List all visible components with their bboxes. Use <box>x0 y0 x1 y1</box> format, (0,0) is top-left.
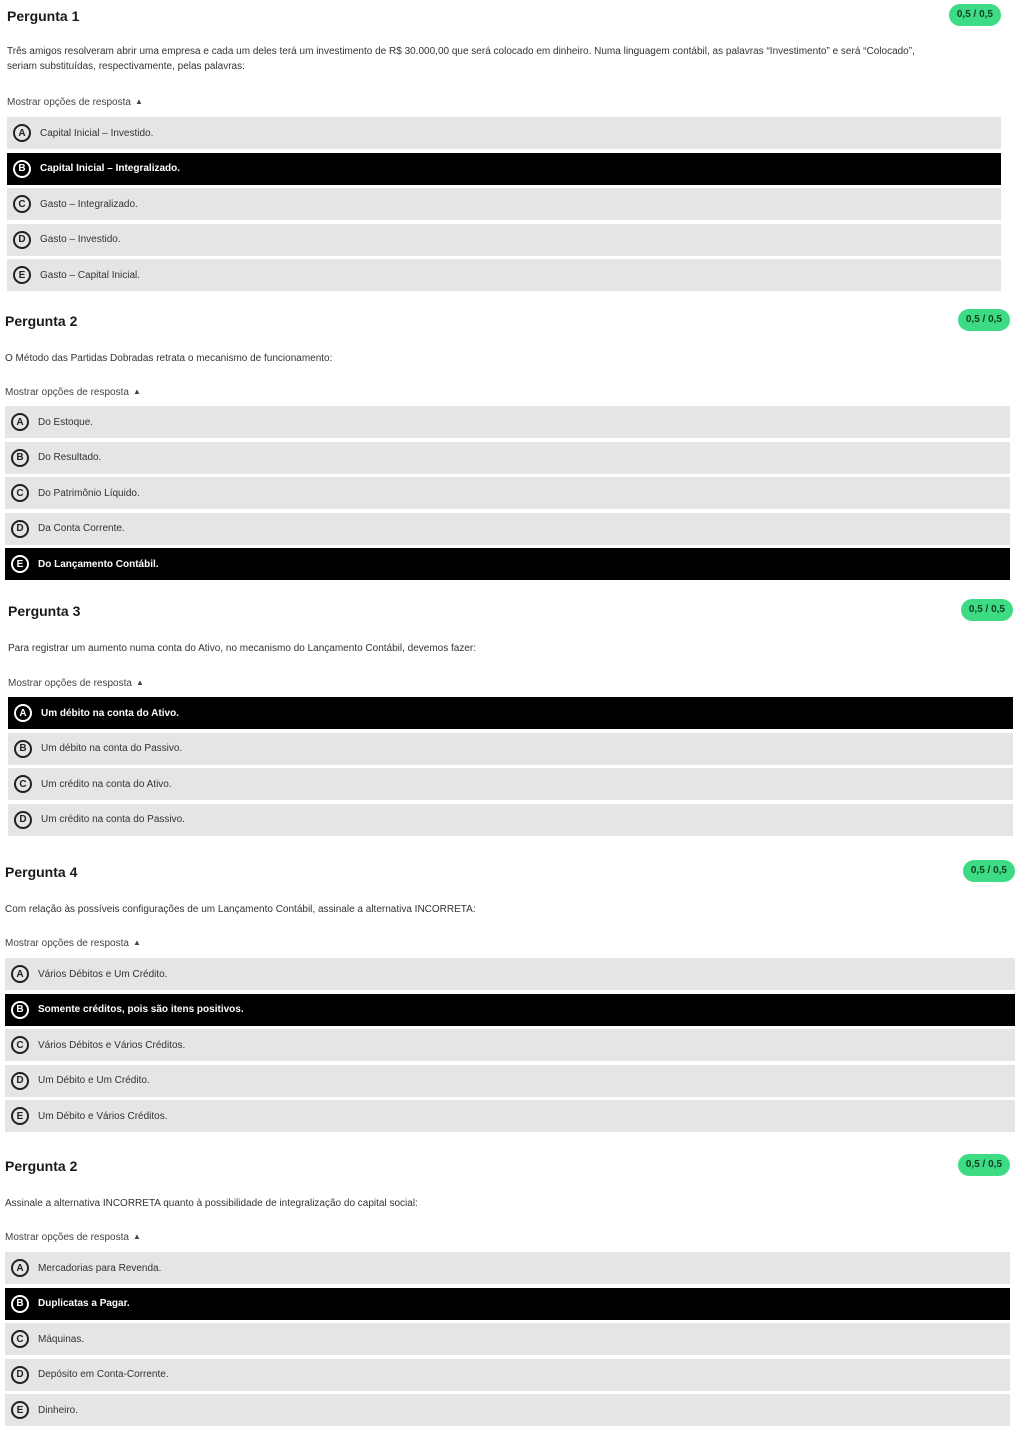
chevron-up-icon: ▲ <box>135 678 144 687</box>
option-letter-icon: A <box>14 704 32 722</box>
option-c[interactable] <box>8 768 1013 800</box>
option-letter-icon: A <box>13 124 31 142</box>
option-letter-icon: C <box>14 775 32 793</box>
option-text: Gasto – Investido. <box>40 234 121 245</box>
question-text: Assinale a alternativa INCORRETA quanto à possibilidade de integralização do capital social: <box>5 1198 418 1209</box>
option-text: Um débito na conta do Passivo. <box>41 743 183 754</box>
option-c[interactable] <box>7 188 1001 220</box>
option-text: Gasto – Integralizado. <box>40 198 138 210</box>
option-text: Do Lançamento Contábil. <box>38 558 159 570</box>
option-c[interactable] <box>5 477 1010 509</box>
option-d[interactable] <box>7 224 1001 256</box>
option-letter-icon: C <box>11 1330 29 1348</box>
option-letter-icon: D <box>14 811 32 829</box>
option-letter-icon: B <box>13 160 31 178</box>
option-letter-icon: E <box>11 1401 29 1419</box>
question-title: Pergunta 2 <box>5 313 78 329</box>
option-letter-icon: C <box>11 484 29 502</box>
option-letter-icon: D <box>13 231 31 249</box>
option-a[interactable] <box>8 697 1013 729</box>
show-options-toggle[interactable] <box>5 1231 141 1245</box>
option-d[interactable] <box>5 1065 1015 1097</box>
option-text: Mercadorias para Revenda. <box>38 1262 162 1274</box>
question-title: Pergunta 3 <box>8 603 81 619</box>
option-letter-icon: B <box>14 740 32 758</box>
option-a[interactable] <box>5 406 1010 438</box>
score-badge: 0,5 / 0,5 <box>961 599 1013 621</box>
option-text: Dinheiro. <box>38 1404 79 1416</box>
option-a[interactable] <box>5 1252 1010 1284</box>
option-text: Capital Inicial – Integralizado. <box>40 163 181 174</box>
toggle-label: Mostrar opções de resposta <box>5 1232 129 1243</box>
option-d[interactable] <box>8 804 1013 836</box>
question-text: O Método das Partidas Dobradas retrata o mecanismo de funcionamento: <box>5 353 333 364</box>
chevron-up-icon: ▲ <box>132 1232 141 1241</box>
question-title: Pergunta 1 <box>7 8 80 24</box>
option-text: Do Resultado. <box>38 452 102 463</box>
option-letter-icon: D <box>11 1072 29 1090</box>
options-list <box>5 406 1010 584</box>
score-badge: 0,5 / 0,5 <box>963 860 1015 882</box>
option-text: Um crédito na conta do Passivo. <box>41 814 185 825</box>
toggle-label: Mostrar opções de resposta <box>8 678 132 689</box>
option-letter-icon: D <box>11 1366 29 1384</box>
option-text: Vários Débitos e Um Crédito. <box>38 968 168 980</box>
option-b[interactable] <box>5 994 1015 1026</box>
option-letter-icon: B <box>11 1001 29 1019</box>
options-list <box>5 1252 1010 1430</box>
option-e[interactable] <box>5 1394 1010 1426</box>
show-options-toggle[interactable] <box>8 677 144 691</box>
option-text: Gasto – Capital Inicial. <box>40 269 141 281</box>
option-d[interactable] <box>5 1359 1010 1391</box>
option-text: Do Patrimônio Líquido. <box>38 487 140 499</box>
option-a[interactable] <box>5 958 1015 990</box>
option-letter-icon: A <box>11 965 29 983</box>
option-d[interactable] <box>5 513 1010 545</box>
option-a[interactable] <box>7 117 1001 149</box>
chevron-up-icon: ▲ <box>132 938 141 947</box>
option-e[interactable] <box>5 1100 1015 1132</box>
chevron-up-icon: ▲ <box>134 97 143 106</box>
option-e[interactable] <box>5 548 1010 580</box>
question-title: Pergunta 2 <box>5 1158 78 1174</box>
option-b[interactable] <box>8 733 1013 765</box>
chevron-up-icon: ▲ <box>132 387 141 396</box>
show-options-toggle[interactable] <box>5 386 141 400</box>
question-text: Com relação às possíveis configurações de um Lançamento Contábil, assinale a alternativa INCORRETA: <box>5 904 476 915</box>
show-options-toggle[interactable] <box>7 96 143 110</box>
option-c[interactable] <box>5 1029 1015 1061</box>
option-text: Um crédito na conta do Ativo. <box>41 778 172 790</box>
question-text-line: Três amigos resolveram abrir uma empresa e cada um deles terá um investimento de R$ 30.000,00 que será colocado em dinheiro. Numa linguagem contábil, as palavras “Investimento” e será “Colocado”, <box>7 46 915 57</box>
option-letter-icon: D <box>11 520 29 538</box>
question-text: Para registrar um aumento numa conta do Ativo, no mecanismo do Lançamento Contábil, devemos fazer: <box>8 643 477 654</box>
option-text: Um débito na conta do Ativo. <box>41 707 179 719</box>
option-letter-icon: A <box>11 1259 29 1277</box>
option-letter-icon: E <box>11 555 29 573</box>
question-text-line: seriam substituídas, respectivamente, pelas palavras: <box>7 61 245 72</box>
option-letter-icon: A <box>11 413 29 431</box>
option-letter-icon: C <box>13 195 31 213</box>
option-text: Um Débito e Um Crédito. <box>38 1075 150 1086</box>
score-badge: 0,5 / 0,5 <box>949 4 1001 26</box>
option-text: Depósito em Conta-Corrente. <box>38 1369 169 1380</box>
option-e[interactable] <box>7 259 1001 291</box>
option-text: Do Estoque. <box>38 416 94 428</box>
option-text: Máquinas. <box>38 1333 85 1345</box>
option-text: Duplicatas a Pagar. <box>38 1298 130 1309</box>
option-letter-icon: B <box>11 449 29 467</box>
score-badge: 0,5 / 0,5 <box>958 1154 1010 1176</box>
option-letter-icon: E <box>11 1107 29 1125</box>
options-list <box>7 117 1001 295</box>
option-text: Da Conta Corrente. <box>38 523 125 534</box>
score-badge: 0,5 / 0,5 <box>958 309 1010 331</box>
option-text: Um Débito e Vários Créditos. <box>38 1110 168 1122</box>
toggle-label: Mostrar opções de resposta <box>5 938 129 949</box>
option-letter-icon: B <box>11 1295 29 1313</box>
options-list <box>5 958 1015 1136</box>
question-text <box>7 44 915 74</box>
option-text: Capital Inicial – Investido. <box>40 127 154 139</box>
option-c[interactable] <box>5 1323 1010 1355</box>
option-text: Vários Débitos e Vários Créditos. <box>38 1039 186 1051</box>
toggle-label: Mostrar opções de resposta <box>5 387 129 398</box>
show-options-toggle[interactable] <box>5 937 141 951</box>
toggle-label: Mostrar opções de resposta <box>7 97 131 108</box>
option-b[interactable] <box>5 442 1010 474</box>
options-list <box>8 697 1013 839</box>
option-b[interactable] <box>7 153 1001 185</box>
option-letter-icon: E <box>13 266 31 284</box>
option-b[interactable] <box>5 1288 1010 1320</box>
question-title: Pergunta 4 <box>5 864 78 880</box>
option-letter-icon: C <box>11 1036 29 1054</box>
option-text: Somente créditos, pois são itens positivos. <box>38 1004 244 1015</box>
